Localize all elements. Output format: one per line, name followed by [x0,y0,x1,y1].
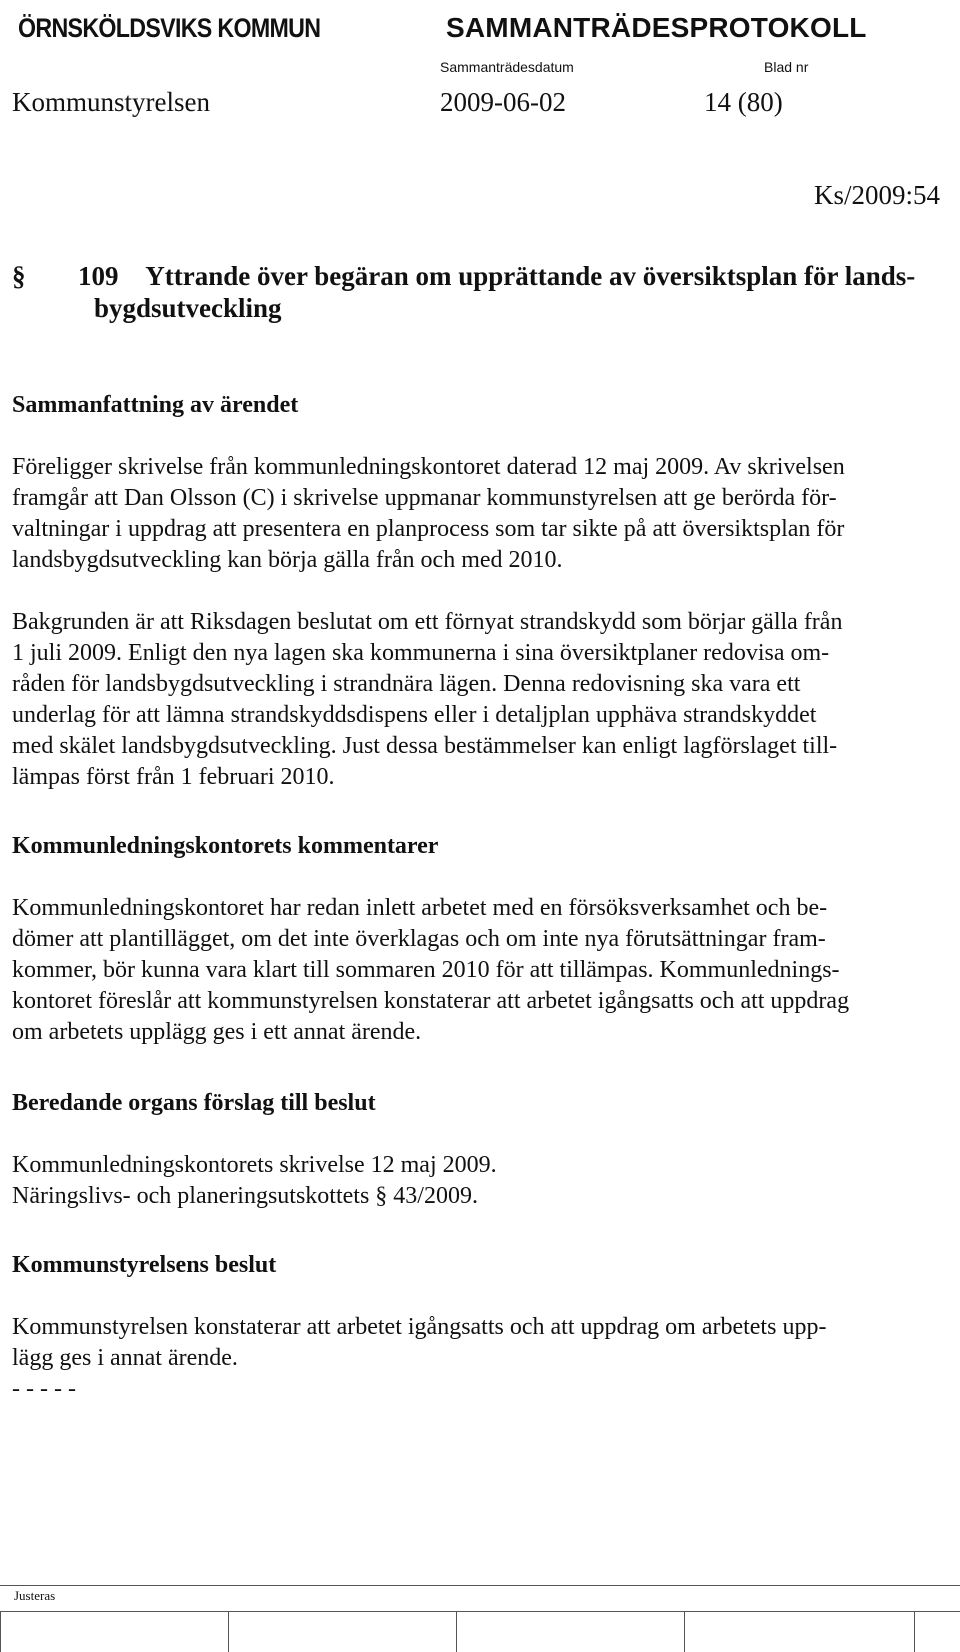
decision-heading: Kommunstyrelsens beslut [12,1252,277,1278]
section-title-line1: Yttrande över begäran om upprättande av översiktsplan för lands- [145,261,916,291]
document-title: SAMMANTRÄDESPROTOKOLL [446,12,867,43]
summary-paragraph-2: Bakgrunden är att Riksdagen beslutat om ett förnyat strandskydd som börjar gälla från 1 juli 2009. Enligt den nya lagen ska kommunerna i sina översiktplaner redovisa om- råden för landsbygdsutveckling i strandnära lägen. Denna redovisning ska vara ett underlag för att lämna strandskyddsdispens eller i detaljplan upphäva strandskyddet med skälet landsbygdsutveckling. Just dessa bestämmelser kan enligt lagförslaget till- lämpas först från 1 februari 2010. [12,609,843,790]
comments-paragraph: Kommunledningskontoret har redan inlett arbetet med en försöksverksamhet och be- dömer att plantillägget, om det inte överklagas och om inte nya förutsättningar fram- kommer, bör kunna vara klart till sommaren 2010 för att tillämpas. Kommunlednings- kontoret föreslår att kommunstyrelsen konstaterar att arbetet igångsatts och att uppdrag om arbetets upplägg ges i ett annat ärende. [12,895,850,1045]
signature-box-1 [0,1611,229,1652]
summary-paragraph-1: Föreligger skrivelse från kommunledningskontoret daterad 12 maj 2009. Av skrivelsen framgår att Dan Olsson (C) i skrivelse uppmanar kommunstyrelsen att ge berörda för- valtningar i uppdrag att presentera en planprocess som tar sikte på att översiktsplan för landsbygdsutveckling kan börja gälla från och med 2010. [12,454,845,573]
section-title-line2: bygdsutveckling [94,293,282,323]
meeting-date-label: Sammanträdesdatum [440,59,574,75]
section-symbol: § [12,261,26,291]
decision-paragraph: Kommunstyrelsen konstaterar att arbetet igångsatts och att uppdrag om arbetets upp- lägg ges i annat ärende. - - - - - [12,1314,827,1402]
meeting-date: 2009-06-02 [440,87,566,117]
signature-box-5 [914,1611,960,1652]
committee-name: Kommunstyrelsen [12,87,210,117]
section-number: 109 [78,261,119,291]
page-number-label: Blad nr [764,59,809,75]
protocol-content [12,390,948,1405]
case-number: Ks/2009:54 [813,180,940,210]
section-heading [12,260,942,324]
signature-footer [0,1573,960,1652]
proposal-paragraph: Kommunledningskontorets skrivelse 12 maj 2009. Näringslivs- och planeringsutskottets § 43/2009. [12,1152,497,1209]
footer-top-divider [0,1585,960,1586]
summary-heading: Sammanfattning av ärendet [12,392,299,418]
proposal-heading: Beredande organs förslag till beslut [12,1090,376,1116]
signature-box-4 [684,1611,915,1652]
municipality-logo [12,6,342,50]
justeras-label: Justeras [14,1588,56,1603]
page-number: 14 (80) [704,87,783,117]
signature-box-3 [456,1611,685,1652]
signature-box-2 [228,1611,457,1652]
municipality-name: ÖRNSKÖLDSVIKS KOMMUN [18,12,321,43]
comments-heading: Kommunledningskontorets kommentarer [12,833,439,859]
